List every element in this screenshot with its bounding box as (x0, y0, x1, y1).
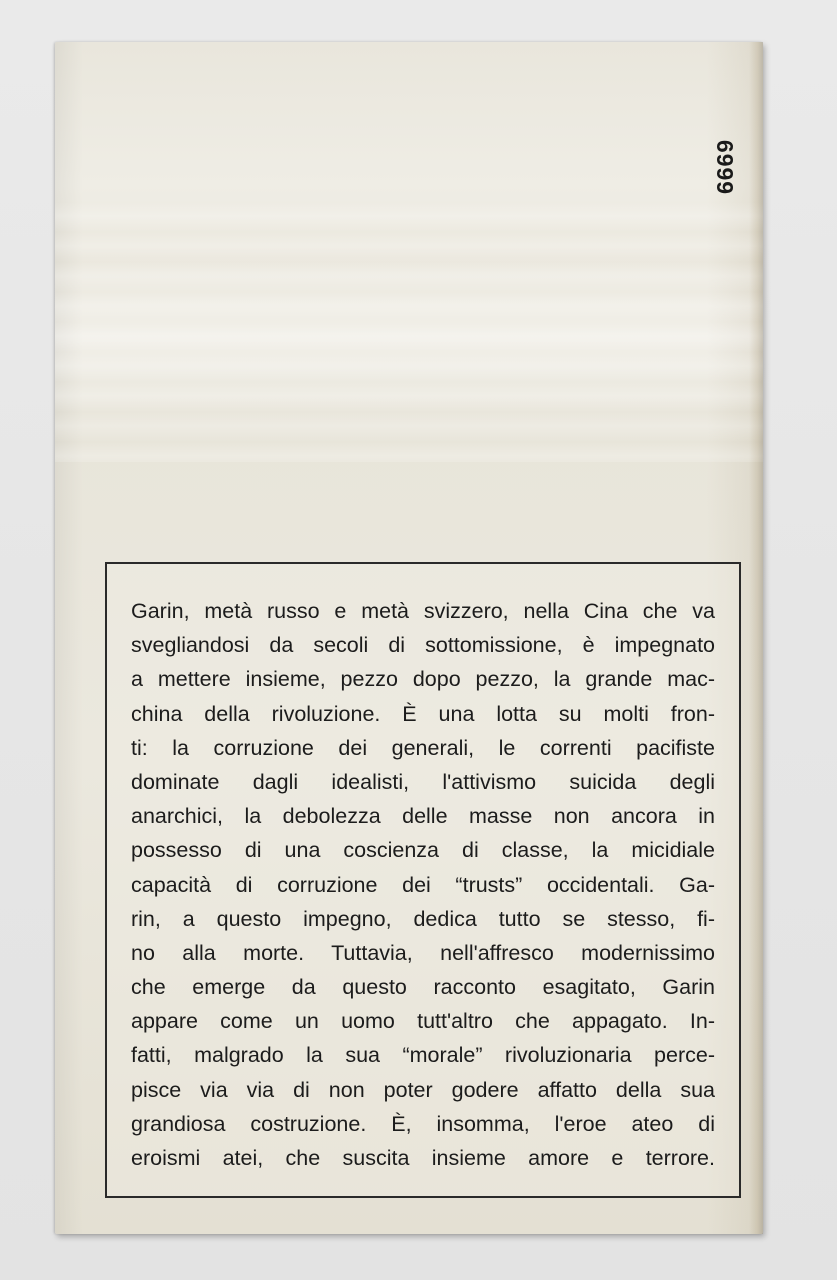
blurb-line: no alla morte. Tuttavia, nell'affresco modernissimo (131, 940, 715, 965)
spine-edge (749, 42, 763, 1234)
blurb-line: anarchici, la debolezza delle masse non ancora in (131, 804, 715, 829)
blurb-line: eroismi atei, che suscita insieme amore e terrore. (131, 1146, 715, 1170)
blurb-line: che emerge da questo racconto esagitato, Garin (131, 975, 715, 1000)
blurb-line: ti: la corruzione dei generali, le correnti pacifiste (131, 735, 715, 760)
blurb-line: possesso di una coscienza di classe, la micidiale (131, 838, 715, 863)
blurb-text (131, 594, 715, 1175)
catalog-number-text: 6999 (712, 139, 739, 195)
blurb-line: pisce via via di non poter godere affatto della sua (131, 1077, 715, 1102)
catalog-number (712, 137, 739, 197)
blurb-line: appare come un uomo tutt'altro che appagato. In- (131, 1009, 715, 1034)
blurb-line: a mettere insieme, pezzo dopo pezzo, la grande mac- (131, 667, 715, 692)
blurb-line: capacità di corruzione dei “trusts” occidentali. Ga- (131, 872, 715, 897)
blurb-box (105, 562, 741, 1198)
blurb-line: rin, a questo impegno, dedica tutto se stesso, fi- (131, 906, 715, 931)
blurb-line: dominate dagli idealisti, l'attivismo suicida degli (131, 769, 715, 794)
glossy-reflection (55, 202, 763, 462)
blurb-line: Garin, metà russo e metà svizzero, nella Cina che va (131, 599, 715, 623)
blurb-line: china della rivoluzione. È una lotta su molti fron- (131, 701, 715, 726)
blurb-line: svegliandosi da secoli di sottomissione, è impegnato (131, 633, 715, 658)
blurb-line: grandiosa costruzione. È, insomma, l'eroe ateo di (131, 1111, 715, 1136)
blurb-line: fatti, malgrado la sua “morale” rivoluzionaria perce- (131, 1043, 715, 1068)
book-back-cover (55, 42, 763, 1234)
